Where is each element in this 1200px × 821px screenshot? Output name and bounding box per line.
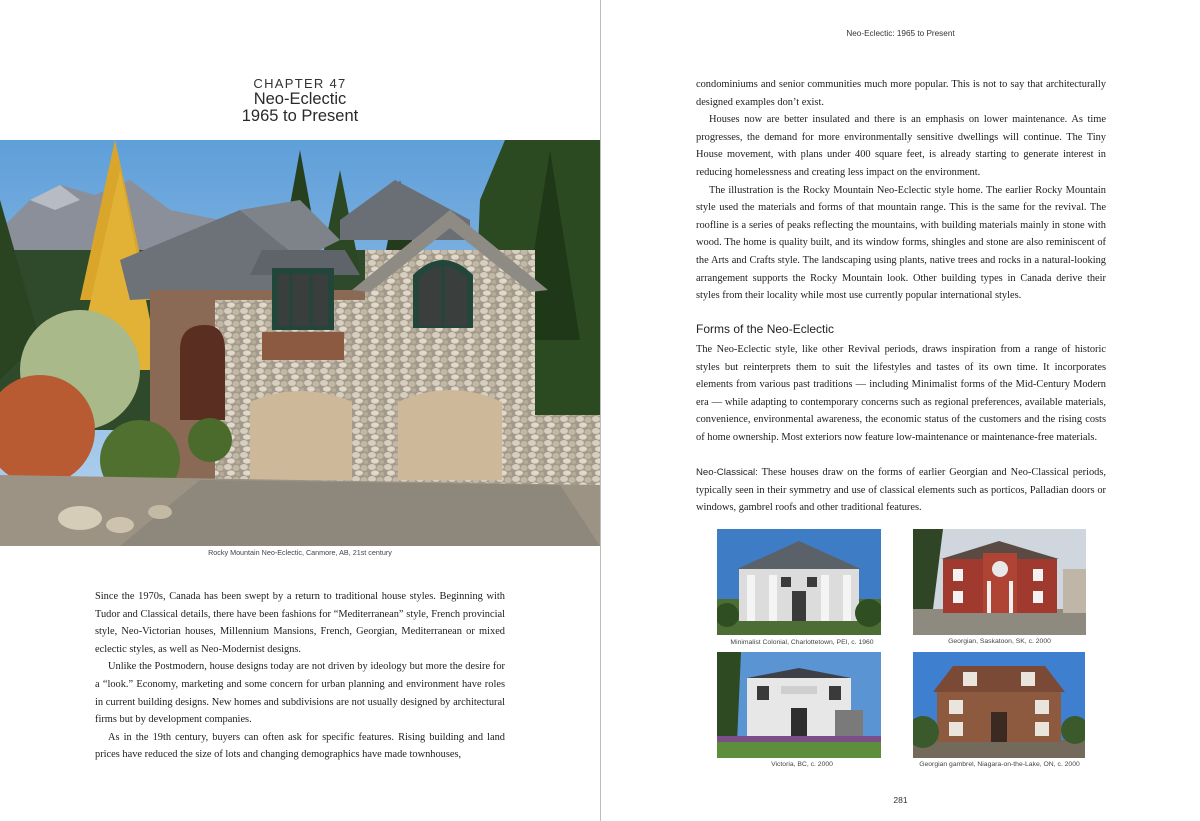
paragraph: Since the 1970s, Canada has been swept by a return to traditional house styles. Beginning with Tudor and Classical details, there have been fashions for “Mediterranean” style, French provincial style, Neo-Victorian houses, Millennium Mansions, French, Georgian, Mediterranean or mixed eclectic styles, as well as Neo-Modernist designs. xyxy=(95,591,505,655)
paragraph: The Neo-Eclectic style, like other Revival periods, draws inspiration from a range of historic styles but reinterprets them to suit the lifestyles and tastes of its own time. It incorporates elements from various past traditions — including Minimalist forms of the Mid-Century Modern era — while adapting to contemporary concerns such as regional preferences, available materials, convenience, environmental awareness, the economic status of the customers and the rising costs of home ownership. Most exteriors now feature low-maintenance or maintenance-free materials. xyxy=(696,344,1106,443)
neo-classical-text xyxy=(696,464,1106,517)
section-heading: Forms of the Neo-Eclectic xyxy=(696,322,835,336)
hero-caption: Rocky Mountain Neo-Eclectic, Canmore, AB, 21st century xyxy=(208,548,392,557)
photo-caption: Georgian, Saskatoon, SK, c. 2000 xyxy=(948,638,1051,645)
run-in-term: Neo-Classical: xyxy=(696,467,758,478)
section-text xyxy=(696,341,1106,447)
photo-caption: Minimalist Colonial, Charlottetown, PEI, c. 1960 xyxy=(730,639,874,646)
chapter-title xyxy=(0,91,600,125)
left-body-text xyxy=(95,588,505,764)
right-page xyxy=(601,0,1200,821)
paragraph: The illustration is the Rocky Mountain Neo-Eclectic style home. The earlier Rocky Mountain style used the materials and forms of that mountain range. This is the same for the revival. The roofline is a series of peaks reflecting the mountains, with building materials mainly in stone with wood. The home is quality built, and its window forms, shingles and stone are also reminiscent of the Arts and Crafts style. The landscaping using plants, native trees and rocks in a natural-looking arrangement supports the Rocky Mountain look. Other building types in Canada derive their styles from their locality while most use currently popular international styles. xyxy=(696,184,1106,302)
paragraph: As in the 19th century, buyers can often ask for specific features. Rising building and land prices have reduced the size of lots and changing demographics have made townhouses, xyxy=(95,731,505,761)
paragraph xyxy=(696,464,1106,517)
chapter-label: CHAPTER 47 xyxy=(253,76,347,91)
paragraph: Unlike the Postmodern, house designs today are not driven by ideology but more the desire for a “look.” Economy, marketing and some concern for urban planning and environment have roles in current building designs. New homes and subdivisions are not usually designed by architectural firms but by development companies. xyxy=(95,661,505,726)
photo-victoria xyxy=(717,652,881,758)
paragraph: Houses now are better insulated and there is an emphasis on lower maintenance. As time progresses, the demand for more environmentally sensitive dwellings will continue. The Tiny House movement, with plans under 400 square feet, is already starting to generate interest in reducing homelessness and creating less impact on the environment. xyxy=(696,114,1106,178)
photo-caption: Georgian gambrel, Niagara-on-the-Lake, ON, c. 2000 xyxy=(919,761,1080,768)
photo-caption: Victoria, BC, c. 2000 xyxy=(771,761,833,768)
page-number: 281 xyxy=(893,795,908,805)
run-in-body: These houses draw on the forms of earlier Georgian and Neo-Classical periods, typically seen in their symmetry and use of classical elements such as porticos, Palladian doors or windows, gambrel roofs and other traditional features. xyxy=(696,467,1106,514)
right-body-text xyxy=(696,76,1106,305)
photo-georgian xyxy=(913,529,1086,635)
paragraph: condominiums and senior communities much more popular. This is not to say that architecturally designed examples don’t exist. xyxy=(696,79,1106,108)
running-head: Neo-Eclectic: 1965 to Present xyxy=(846,29,955,38)
hero-photo xyxy=(0,140,600,546)
photo-minimalist-colonial xyxy=(717,529,881,635)
chapter-title-line2: 1965 to Present xyxy=(241,107,359,125)
photo-georgian-gambrel xyxy=(913,652,1085,758)
chapter-title-line1: Neo-Eclectic xyxy=(253,90,347,108)
